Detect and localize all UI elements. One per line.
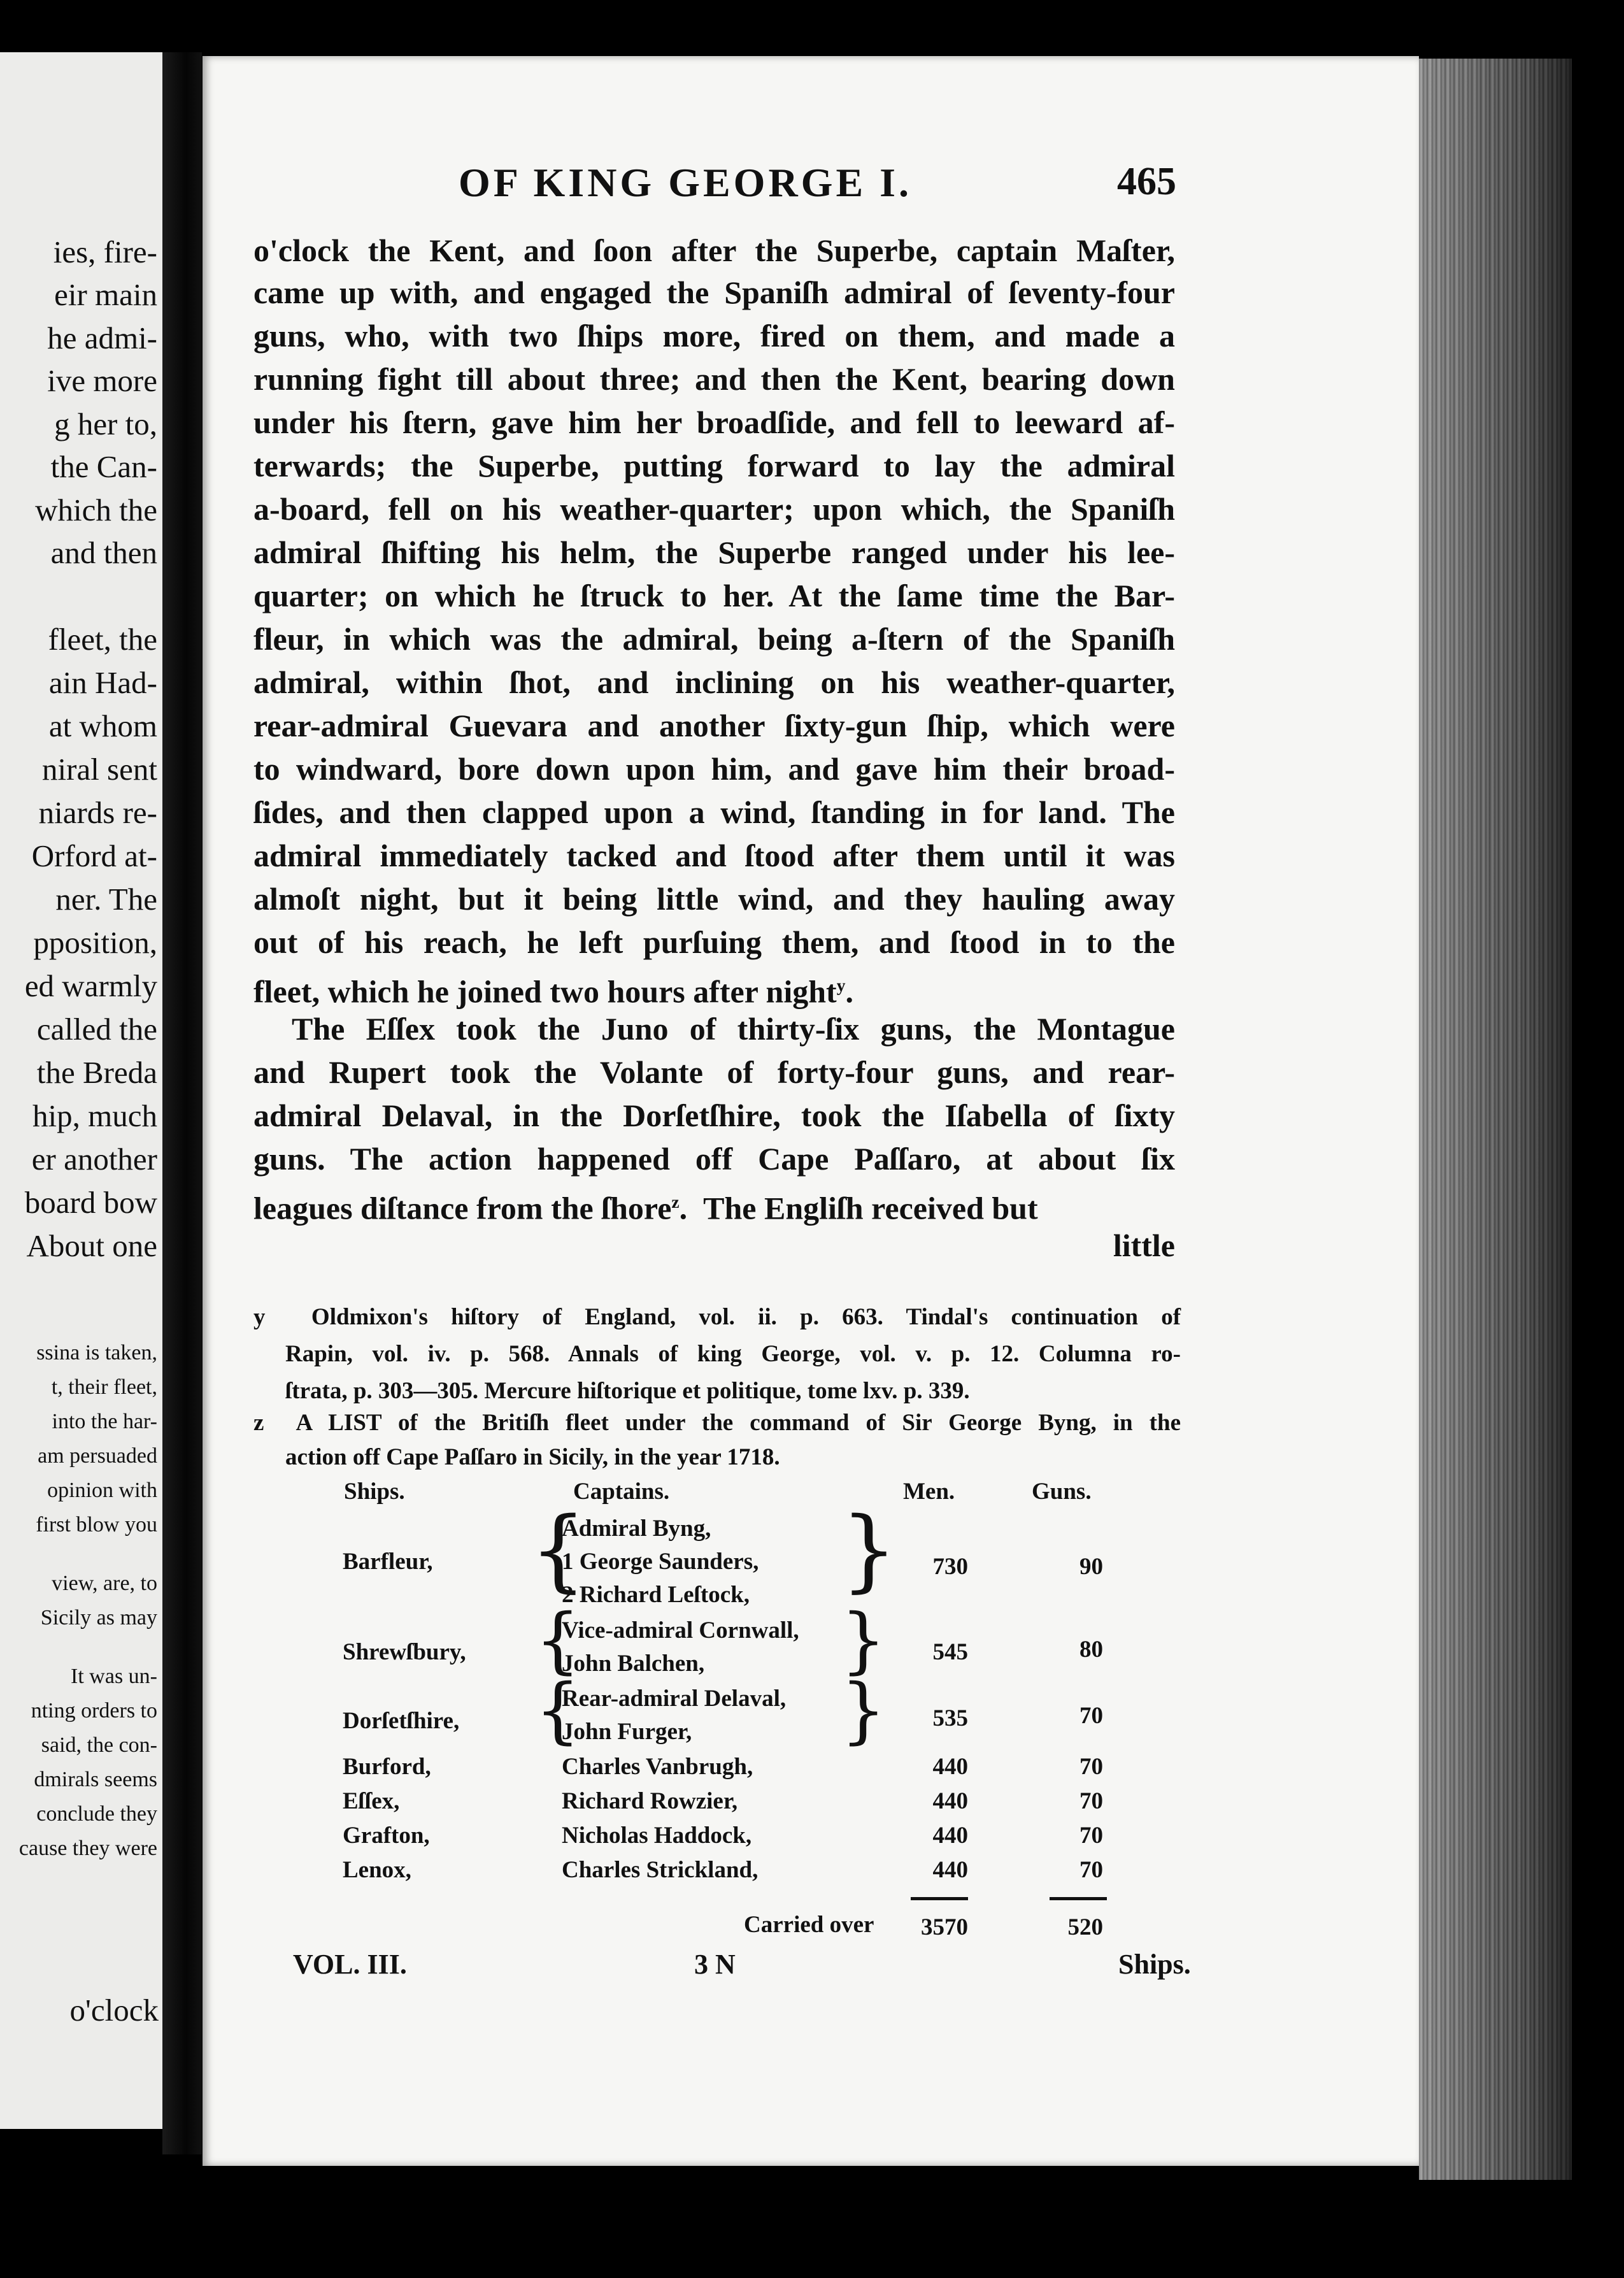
footnote-text: A LIST of the Britiſh fleet under the command of Sir George Byng, in the	[296, 1410, 1181, 1436]
left-page-note-line: conclude they	[36, 1802, 157, 1826]
column-header-guns: Guns.	[1032, 1479, 1092, 1505]
footnote-line	[253, 1301, 1181, 1334]
body-line: running fight till about three; and then the Kent, bearing down	[253, 361, 1175, 397]
gun-count: 80	[1079, 1637, 1103, 1663]
men-count: 535	[932, 1705, 968, 1731]
column-header-captains: Captains.	[573, 1479, 670, 1505]
left-page-line: ive more	[47, 363, 157, 398]
left-page-line: the Can-	[50, 449, 157, 484]
signature-mark: 3 N	[694, 1949, 736, 1980]
captain-name: 1 George Saunders,	[562, 1549, 759, 1575]
total-label: Carried over	[744, 1912, 874, 1938]
gun-count: 70	[1079, 1754, 1103, 1780]
footnote-ref-z: z	[671, 1192, 680, 1212]
captain-name: Rear-admiral Delaval,	[562, 1686, 787, 1712]
left-page-note-line: t, their fleet,	[51, 1375, 157, 1399]
body-line: The Eſſex took the Juno of thirty-ſix guns, the Montague	[292, 1011, 1175, 1047]
body-line: fleet, which he joined two hours after night$^y$.	[253, 973, 853, 1010]
left-page-note-line: It was un-	[71, 1665, 157, 1688]
captain-name: Nicholas Haddock,	[562, 1823, 752, 1849]
body-line: fleur, in which was the admiral, being a-ſtern of the Spaniſh	[253, 621, 1175, 657]
left-page-line: Orford at-	[31, 838, 157, 873]
men-count: 440	[932, 1857, 968, 1883]
ship-name: Lenox,	[343, 1857, 411, 1883]
left-page-line: at whom	[48, 708, 157, 743]
left-page-note-line: into the har-	[52, 1410, 157, 1433]
men-count: 545	[932, 1639, 968, 1665]
gun-count: 70	[1079, 1703, 1103, 1729]
body-line: rear-admiral Guevara and another ſixty-gun ſhip, which were	[253, 708, 1175, 743]
page-number: 465	[1117, 160, 1176, 203]
body-line: ſides, and then clapped upon a wind, ſtanding in for land. The	[253, 794, 1175, 830]
left-page-note-line: ssina is taken,	[36, 1341, 157, 1365]
men-count: 440	[932, 1823, 968, 1849]
gun-count: 70	[1079, 1823, 1103, 1849]
book-gutter	[162, 52, 202, 2154]
catchword-line: little	[1113, 1228, 1175, 1263]
catchword: Ships.	[1118, 1949, 1191, 1980]
captain-name: Admiral Byng,	[562, 1515, 711, 1542]
left-page-line: fleet, the	[48, 622, 157, 657]
body-line: a-board, fell on his weather-quarter; upon which, the Spaniſh	[253, 491, 1175, 527]
sum-rule-men	[911, 1897, 968, 1900]
footnote-line: ſtrata, p. 303—305. Mercure hiſtorique et politique, tome lxv. p. 339.	[285, 1378, 970, 1404]
left-page-note-line: am persuaded	[38, 1444, 157, 1468]
footnote-line	[253, 1407, 1181, 1440]
captain-name: Charles Vanbrugh,	[562, 1754, 753, 1780]
right-brace: }	[841, 1599, 887, 1682]
column-header-ships: Ships.	[344, 1479, 405, 1505]
left-brace: {	[530, 1498, 587, 1602]
left-page-note-line: dmirals seems	[34, 1768, 157, 1791]
body-line-text: leagues diſtance from the ſhore	[253, 1190, 672, 1226]
left-page-line: ies, fire-	[53, 234, 157, 269]
captain-name: 2 Richard Leſtock,	[562, 1582, 750, 1608]
body-line: admiral immediately tacked and ſtood after them until it was	[253, 838, 1175, 873]
ship-name: Barfleur,	[343, 1549, 433, 1575]
ship-name: Dorſetſhire,	[343, 1708, 460, 1734]
left-page-line: ain Had-	[48, 665, 157, 700]
left-page-line: er another	[31, 1142, 157, 1177]
footnote-line: action off Cape Paſſaro in Sicily, in the year 1718.	[285, 1444, 780, 1470]
body-line: out of his reach, he left purſuing them, and ſtood in to the	[253, 924, 1175, 960]
body-line: admiral, within ſhot, and inclining on his weather-quarter,	[253, 664, 1175, 700]
right-brace: }	[841, 1498, 898, 1602]
body-line-text: The Engliſh received but	[703, 1190, 1038, 1226]
left-page-line: board bow	[24, 1185, 157, 1220]
fore-edge-shading	[1419, 59, 1572, 2180]
running-head: OF KING GEORGE I.	[459, 160, 913, 205]
gun-count: 90	[1079, 1554, 1103, 1580]
left-page-line: niral sent	[42, 752, 157, 787]
captain-name: Charles Strickland,	[562, 1857, 759, 1883]
left-page-line: About one	[26, 1228, 157, 1263]
left-page-note-line: nting orders to	[31, 1699, 157, 1723]
captain-name: John Furger,	[562, 1719, 692, 1745]
left-facing-page	[0, 52, 162, 2129]
captain-name: Richard Rowzier,	[562, 1788, 738, 1814]
ship-name: Grafton,	[343, 1823, 430, 1849]
volume-label: VOL. III.	[293, 1949, 407, 1980]
gun-count: 70	[1079, 1857, 1103, 1883]
total-guns: 520	[1067, 1914, 1103, 1940]
left-page-catchword: o'clock	[69, 1993, 159, 2028]
total-men: 3570	[921, 1914, 968, 1940]
left-page-line: hip, much	[32, 1098, 157, 1133]
right-brace: }	[841, 1669, 887, 1752]
left-page-line: niards re-	[38, 795, 157, 830]
men-count: 730	[932, 1554, 968, 1580]
body-line: came up with, and engaged the Spaniſh admiral of ſeventy-four	[253, 275, 1175, 310]
captain-name: John Balchen,	[562, 1651, 705, 1677]
left-page-note-line: cause they were	[18, 1837, 157, 1860]
left-page-note-line: opinion with	[47, 1479, 157, 1502]
left-page-note-line: Sicily as may	[40, 1606, 157, 1630]
left-page-note-line: said, the con-	[41, 1733, 157, 1757]
body-line: o'clock the Kent, and ſoon after the Superbe, captain Maſter,	[253, 233, 1175, 268]
body-line: leagues diſtance from the ſhore$^z$. The Engliſh received but	[253, 1190, 1038, 1226]
captain-name: Vice-admiral Cornwall,	[562, 1617, 799, 1644]
left-page-line: which the	[35, 492, 157, 527]
men-count: 440	[932, 1754, 968, 1780]
sum-rule-guns	[1050, 1897, 1107, 1900]
left-page-line: eir main	[54, 277, 157, 312]
footnote-ref-y: y	[836, 975, 846, 995]
left-page-note-line: first blow you	[36, 1513, 157, 1537]
men-count: 440	[932, 1788, 968, 1814]
left-brace: {	[535, 1669, 581, 1752]
body-line: admiral ſhifting his helm, the Superbe ranged under his lee-	[253, 534, 1175, 570]
body-line-text: fleet, which he joined two hours after night	[253, 973, 837, 1010]
ship-name: Burford,	[343, 1754, 431, 1780]
body-line: and Rupert took the Volante of forty-four guns, and rear-	[253, 1054, 1175, 1090]
body-line: admiral Delaval, in the Dorſetſhire, took the Iſabella of ſixty	[253, 1098, 1175, 1133]
left-page-line: called the	[36, 1012, 157, 1047]
footnote-mark-z: z	[253, 1410, 264, 1436]
column-header-men: Men.	[903, 1479, 955, 1505]
body-line: under his ſtern, gave him her broadſide, and fell to leeward af-	[253, 405, 1175, 440]
gun-count: 70	[1079, 1788, 1103, 1814]
body-line: guns, who, with two ſhips more, fired on them, and made a	[253, 318, 1175, 354]
ship-name: Shrewſbury,	[343, 1639, 466, 1665]
left-page-line: he admi-	[47, 320, 157, 355]
left-brace: {	[535, 1599, 581, 1682]
footnote-text: Oldmixon's hiſtory of England, vol. ii. p. 663. Tindal's continuation of	[311, 1304, 1181, 1330]
footnote-line: Rapin, vol. iv. p. 568. Annals of king George, vol. v. p. 12. Columna ro-	[285, 1341, 1181, 1367]
left-page-line: the Breda	[36, 1055, 157, 1090]
left-page-line: ed warmly	[24, 968, 157, 1003]
left-page-line: pposition,	[33, 925, 157, 960]
ship-name: Eſſex,	[343, 1788, 400, 1814]
left-page-line: and then	[50, 535, 157, 570]
body-line: terwards; the Superbe, putting forward to lay the admiral	[253, 448, 1175, 484]
footnote-mark-y: y	[253, 1304, 266, 1330]
body-line: almoſt night, but it being little wind, and they hauling away	[253, 881, 1175, 917]
body-line: quarter; on which he ſtruck to her. At the ſame time the Bar-	[253, 578, 1175, 613]
left-page-note-line: view, are, to	[52, 1572, 157, 1595]
body-line: to windward, bore down upon him, and gave him their broad-	[253, 751, 1175, 787]
body-line: guns. The action happened off Cape Paſſaro, at about ſix	[253, 1141, 1175, 1177]
left-page-line: g her to,	[54, 406, 157, 441]
left-page-line: ner. The	[55, 882, 157, 917]
